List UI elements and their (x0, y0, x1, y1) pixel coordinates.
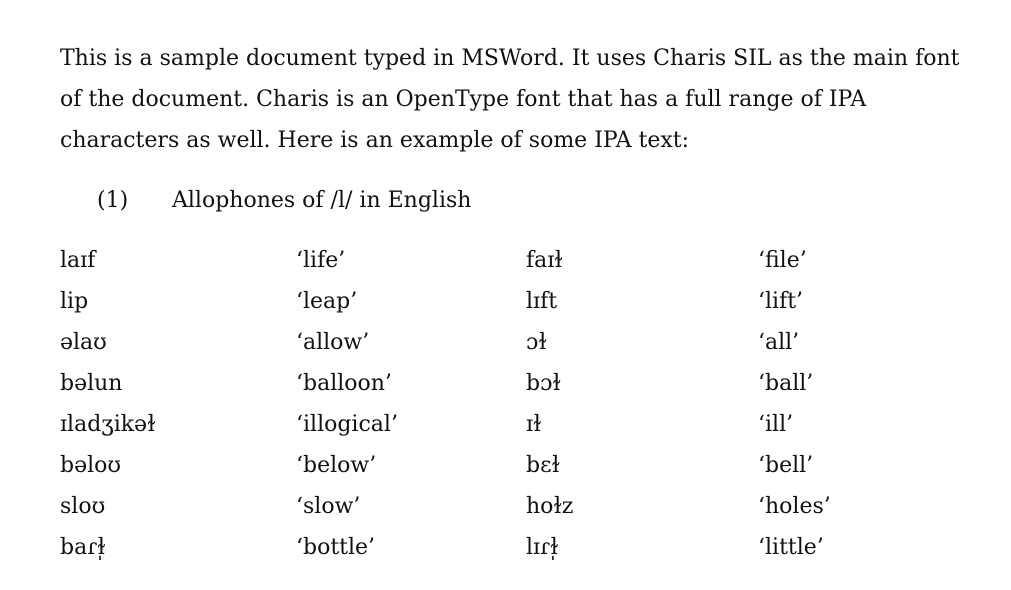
ipa-cell: ɔɫ (526, 330, 547, 355)
gloss-cell: ‘balloon’ (296, 371, 392, 396)
gloss-cell: ‘bell’ (758, 453, 814, 478)
ipa-cell: lɪft (526, 289, 558, 314)
example-number: (1) (97, 188, 129, 213)
table-row (60, 281, 908, 322)
ipa-cell: bəloʊ (60, 453, 122, 478)
gloss-cell: ‘holes’ (758, 494, 831, 519)
gloss-cell: ‘all’ (758, 330, 800, 355)
intro-paragraph (60, 38, 960, 161)
ipa-cell: ɪɫ (526, 412, 542, 437)
ipa-cell: hoɫz (526, 494, 574, 519)
ipa-cell: əlaʊ (60, 330, 107, 355)
gloss-cell: ‘ill’ (758, 412, 794, 437)
gloss-cell: ‘little’ (758, 535, 824, 560)
intro-line: This is a sample document typed in MSWord. It uses Charis SIL as the main font (60, 46, 960, 71)
allophone-table (60, 240, 908, 568)
ipa-cell: ɪladʒikəɫ (60, 412, 156, 437)
ipa-cell: lɪɾɫ̩ (526, 535, 559, 560)
ipa-cell: faɪɫ (526, 248, 563, 273)
ipa-cell: laɪf (60, 248, 96, 273)
intro-line: of the document. Charis is an OpenType font that has a full range of IPA (60, 87, 867, 112)
table-row (60, 527, 908, 568)
ipa-cell: bəlun (60, 371, 123, 396)
gloss-cell: ‘below’ (296, 453, 377, 478)
table-row (60, 486, 908, 527)
table-row (60, 240, 908, 281)
gloss-cell: ‘life’ (296, 248, 346, 273)
gloss-cell: ‘ball’ (758, 371, 814, 396)
gloss-cell: ‘illogical’ (296, 412, 398, 437)
gloss-cell: ‘lift’ (758, 289, 804, 314)
ipa-cell: bɛɫ (526, 453, 560, 478)
gloss-cell: ‘leap’ (296, 289, 358, 314)
gloss-cell: ‘allow’ (296, 330, 370, 355)
table-row (60, 404, 908, 445)
ipa-cell: sloʊ (60, 494, 106, 519)
example-caption: Allophones of /l/ in English (172, 188, 472, 213)
table-row (60, 322, 908, 363)
example-heading (97, 180, 471, 221)
ipa-cell: bɔɫ (526, 371, 561, 396)
table-row (60, 363, 908, 404)
table-row (60, 445, 908, 486)
intro-line: characters as well. Here is an example of some IPA text: (60, 128, 690, 153)
gloss-cell: ‘slow’ (296, 494, 361, 519)
gloss-cell: ‘file’ (758, 248, 807, 273)
ipa-cell: baɾɫ̩ (60, 535, 106, 560)
gloss-cell: ‘bottle’ (296, 535, 376, 560)
ipa-cell: lip (60, 289, 89, 314)
